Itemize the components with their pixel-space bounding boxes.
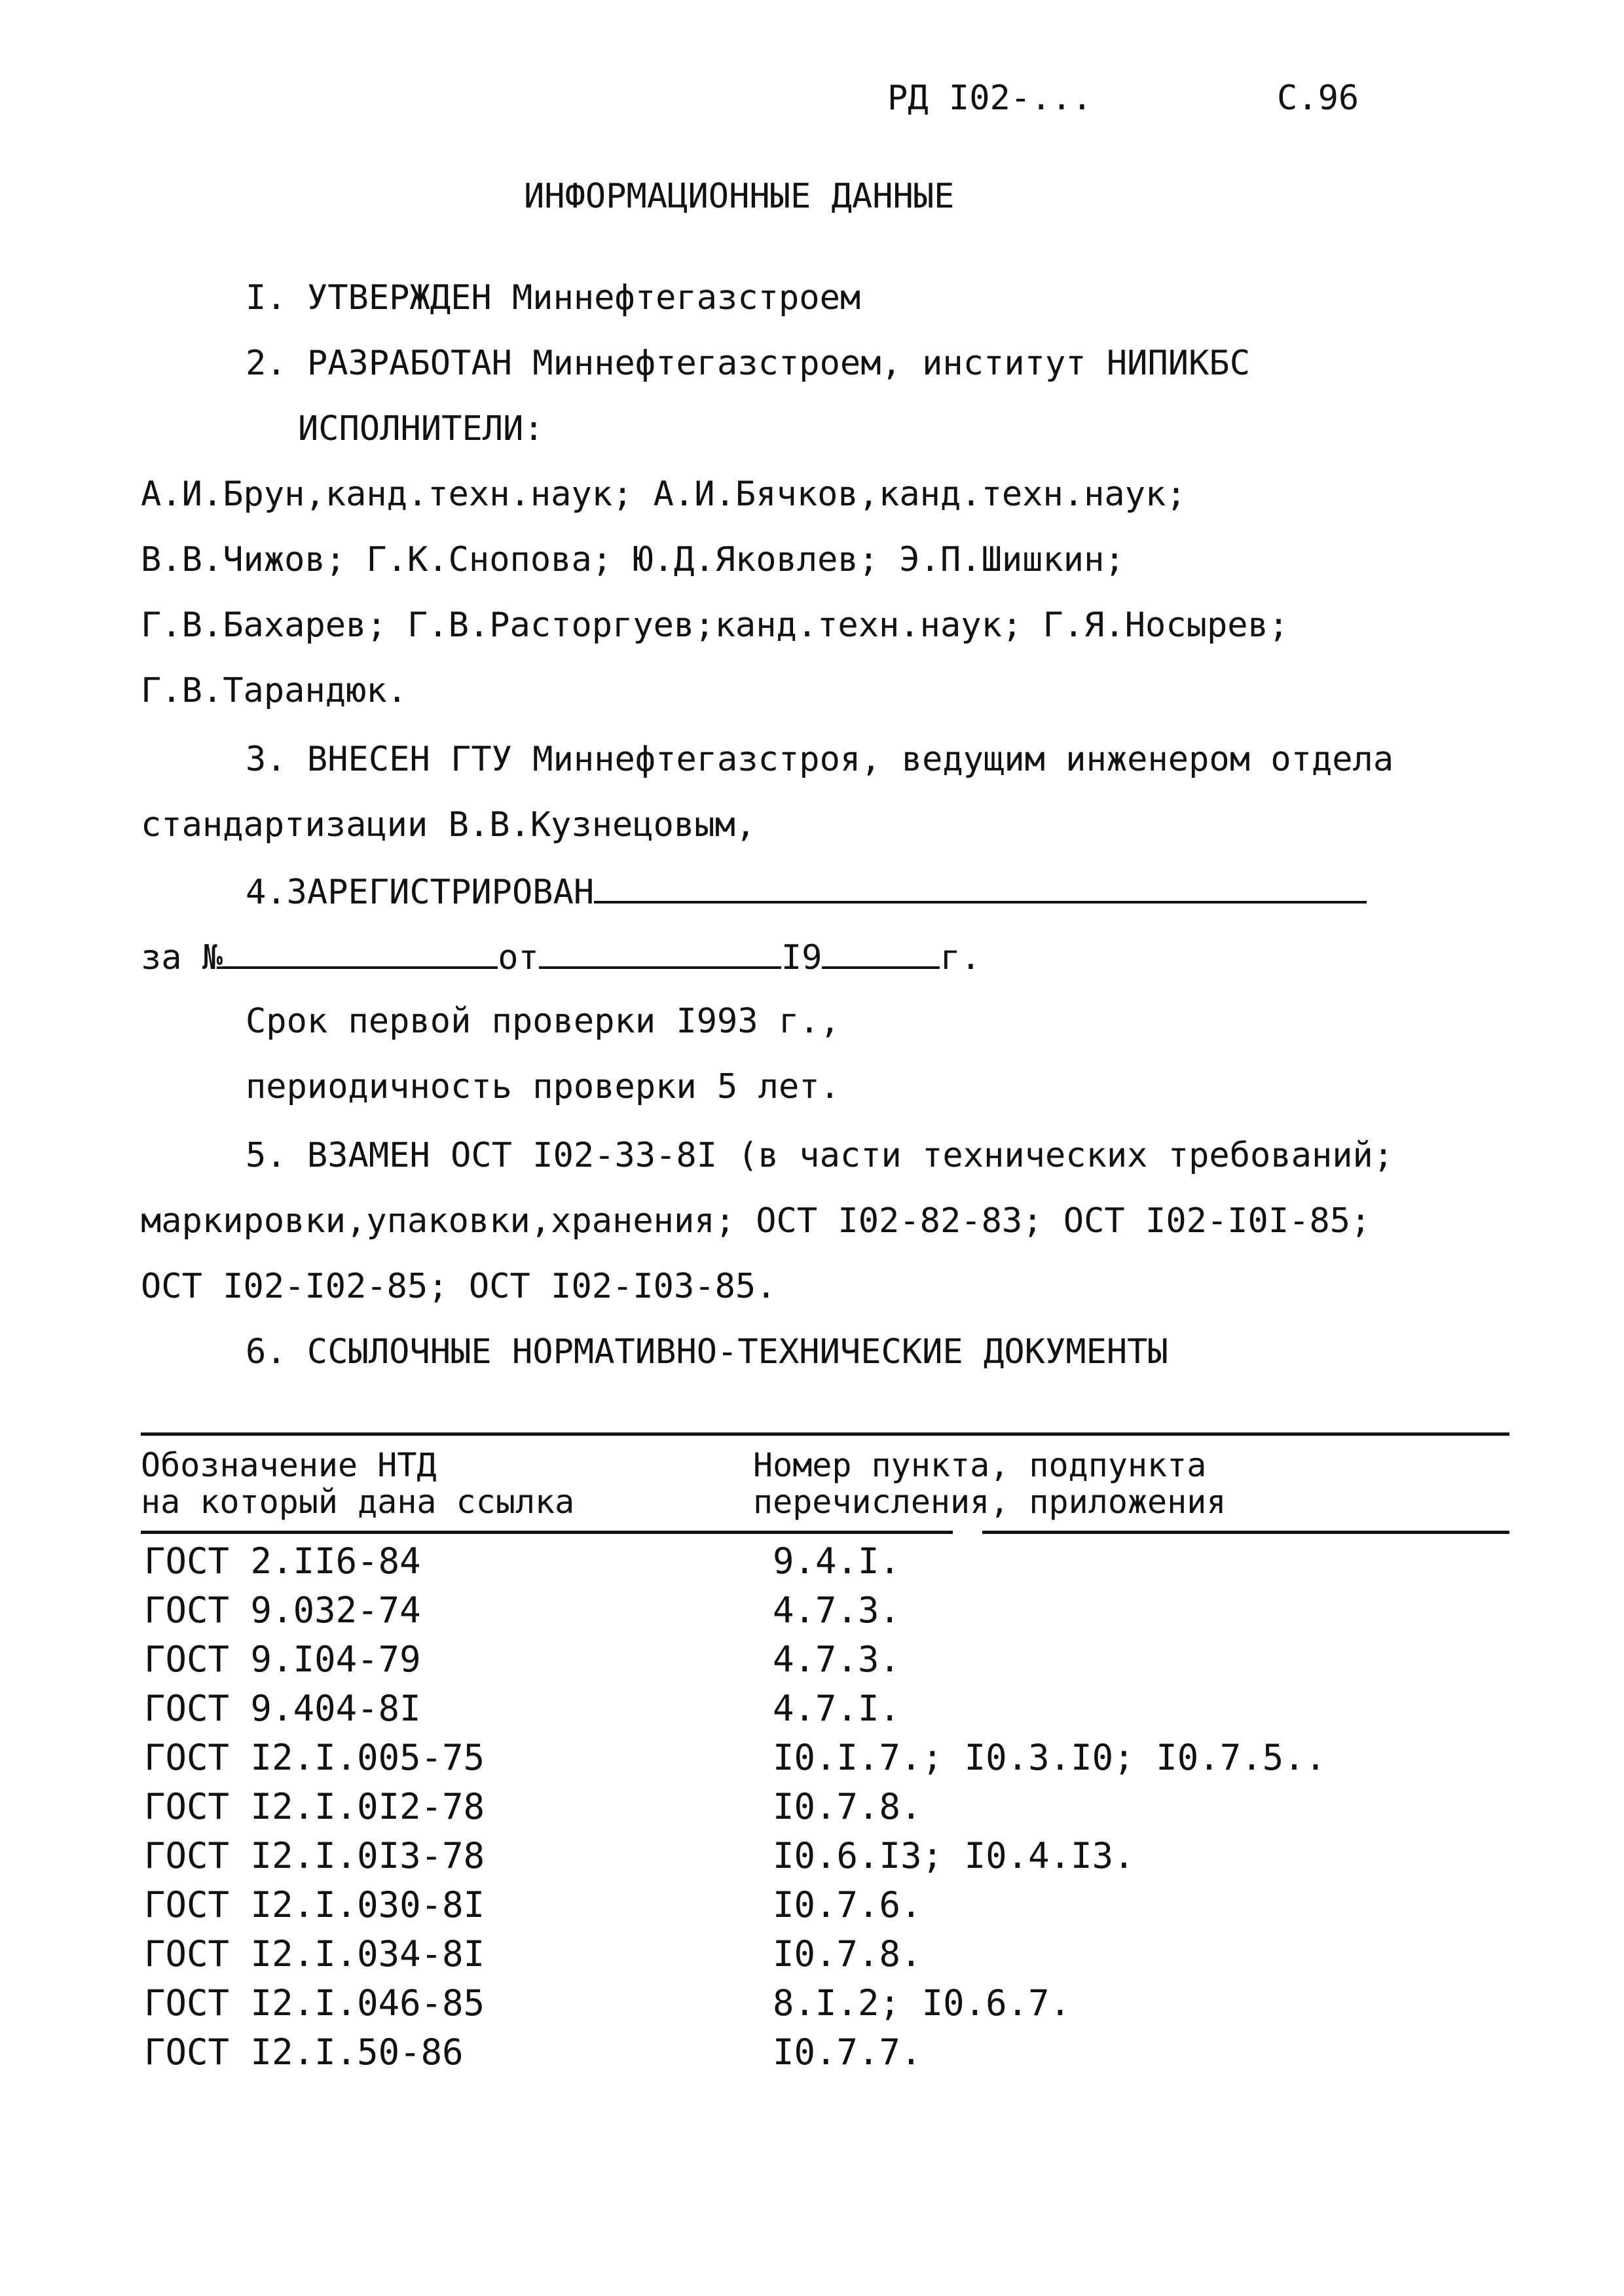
reg-from-blank <box>539 936 781 969</box>
table-row-doc: ГОСТ I2.I.046-85 <box>144 1982 485 2024</box>
table-row-doc: ГОСТ I2.I.005-75 <box>144 1737 485 1778</box>
table-row-doc: ГОСТ 9.I04-79 <box>144 1639 421 1680</box>
item-replaced-cont: ОСТ I02-I02-85; ОСТ I02-I03-85. <box>141 1267 777 1306</box>
table-row-doc: ГОСТ I2.I.0I3-78 <box>144 1835 485 1876</box>
table-top-rule <box>141 1432 1509 1436</box>
reg-year-blank <box>822 936 940 969</box>
table-row-doc: ГОСТ 9.404-8I <box>144 1688 421 1729</box>
table-header-rule <box>141 1531 953 1534</box>
table-row-doc: ГОСТ I2.I.030-8I <box>144 1884 485 1925</box>
table-row-ref: 9.4.I. <box>773 1540 901 1582</box>
reg-number-blank <box>223 936 498 969</box>
table-header-rule-right <box>982 1531 1509 1534</box>
item-introduced: 3. ВНЕСЕН ГТУ Миннефтегазстроя, ведущим инженером отдела <box>246 740 1394 779</box>
performers-line: А.И.Брун,канд.техн.наук; А.И.Бячков,канд.техн.наук; <box>141 475 1187 514</box>
doc-code: РД I02-... <box>887 79 1093 118</box>
item-introduced-cont: стандартизации В.В.Кузнецовым, <box>141 805 756 845</box>
table-row-ref: 4.7.3. <box>773 1639 901 1680</box>
col2-header-line1: Номер пункта, подпункта <box>753 1446 1207 1484</box>
col1-header <box>141 1447 574 1520</box>
item-registered <box>246 871 1367 912</box>
table-row-ref: 4.7.3. <box>773 1590 901 1631</box>
table-row-doc: ГОСТ 9.032-74 <box>144 1590 421 1631</box>
table-row-ref: I0.7.8. <box>773 1786 922 1827</box>
table-row-ref: I0.6.I3; I0.4.I3. <box>773 1835 1135 1876</box>
table-row-ref: I0.7.6. <box>773 1884 922 1925</box>
reg-year-prefix: I9 <box>781 938 822 977</box>
reg-number-label: за № <box>141 938 223 977</box>
check-period: периодичность проверки 5 лет. <box>246 1067 840 1106</box>
table-row-doc: ГОСТ I2.I.034-8I <box>144 1933 485 1975</box>
table-row-ref: I0.7.8. <box>773 1933 922 1975</box>
first-check: Срок первой проверки I993 г., <box>246 1002 840 1041</box>
table-row-doc: ГОСТ 2.II6-84 <box>144 1540 421 1582</box>
table-row-ref: 4.7.I. <box>773 1688 901 1729</box>
reg-year-suffix: г. <box>940 938 982 977</box>
page-title: ИНФОРМАЦИОННЫЕ ДАННЫЕ <box>524 177 955 216</box>
reg-from-label: от <box>498 938 539 977</box>
item-approved: I. УТВЕРЖДЕН Миннефтегазстроем <box>246 278 861 318</box>
item-replaced: 5. ВЗАМЕН ОСТ I02-33-8I (в части технических требований; <box>246 1136 1394 1175</box>
table-row-doc: ГОСТ I2.I.50-86 <box>144 2032 464 2073</box>
item-replaced-cont: маркировки,упаковки,хранения; ОСТ I02-82-83; ОСТ I02-I0I-85; <box>141 1201 1371 1241</box>
table-row-ref: 8.I.2; I0.6.7. <box>773 1982 1071 2024</box>
registration-line <box>141 936 981 977</box>
performers-label: ИСПОЛНИТЕЛИ: <box>298 409 544 448</box>
col2-header <box>753 1447 1226 1520</box>
table-row-doc: ГОСТ I2.I.0I2-78 <box>144 1786 485 1827</box>
references-title: 6. ССЫЛОЧНЫЕ НОРМАТИВНО-ТЕХНИЧЕСКИЕ ДОКУМЕНТЫ <box>246 1332 1168 1372</box>
performers-line: Г.В.Тарандюк. <box>141 671 407 710</box>
page-number: С.96 <box>1277 79 1359 118</box>
col1-header-line2: на который дана ссылка <box>141 1483 575 1521</box>
performers-line: В.В.Чижов; Г.К.Снопова; Ю.Д.Яковлев; Э.П.Шишкин; <box>141 540 1125 579</box>
performers-line: Г.В.Бахарев; Г.В.Расторгуев;канд.техн.наук; Г.Я.Носырев; <box>141 606 1289 645</box>
table-row-ref: I0.7.7. <box>773 2032 922 2073</box>
item-developed: 2. РАЗРАБОТАН Миннефтегазстроем, институт НИПИКБС <box>246 344 1251 383</box>
registered-label: 4.ЗАРЕГИСТРИРОВАН <box>246 873 595 912</box>
table-row-ref: I0.I.7.; I0.3.I0; I0.7.5.. <box>773 1737 1327 1778</box>
col2-header-line2: перечисления, приложения <box>753 1483 1227 1521</box>
registered-blank <box>594 871 1367 903</box>
col1-header-line1: Обозначение НТД <box>141 1446 437 1484</box>
